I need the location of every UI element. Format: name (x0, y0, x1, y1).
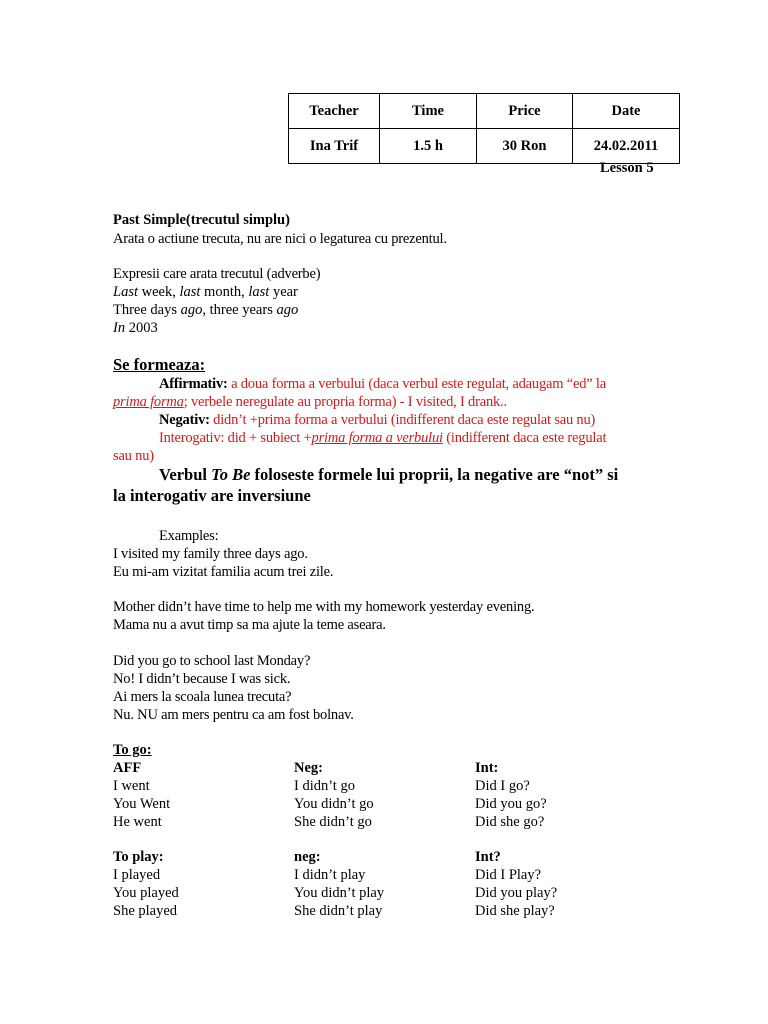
table-cell: You Went (113, 796, 171, 812)
value-price: 30 Ron (477, 129, 573, 164)
table-cell: Did I Play? (475, 867, 542, 883)
interrogative-label: Interogativ: (159, 430, 225, 446)
affirmative-label: Affirmativ: (159, 376, 228, 392)
interrogative-line (159, 429, 606, 447)
table-cell: Did I go? (475, 778, 530, 794)
to-be-prefix: Verbul (159, 465, 212, 484)
to-go-header-int: Int: (475, 760, 499, 776)
table-cell: You didn’t go (294, 796, 374, 812)
definition-text: Arata o actiune trecuta, nu are nici o legaturea cu prezentul. (113, 231, 447, 247)
to-be-rest: foloseste formele lui proprii, la negative are “not” si (250, 465, 619, 484)
table-cell: I went (113, 778, 150, 794)
table-cell: You played (113, 885, 179, 901)
table-cell: She played (113, 903, 178, 919)
adverb-word: last (248, 284, 270, 300)
example-line: I visited my family three days ago. (113, 546, 308, 562)
table-cell: He went (113, 814, 162, 830)
to-play-header-neg: neg: (294, 849, 321, 865)
example-line: No! I didn’t because I was sick. (113, 671, 291, 687)
adverb-word: Last (113, 284, 138, 300)
adverb-word: last (179, 284, 201, 300)
to-be-verb: To Be (211, 465, 251, 484)
interrogative-text-2: (indifferent daca este regulat (442, 430, 607, 446)
interrogative-line-2: sau nu) (113, 448, 154, 464)
example-line: Mother didn’t have time to help me with my homework yesterday evening. (113, 599, 535, 615)
negative-text: didn’t +prima forma a verbului (indifferent daca este regulat sau nu) (209, 412, 596, 428)
prima-forma-link: prima forma (113, 394, 184, 410)
negative-line (159, 411, 595, 429)
to-go-header-aff: AFF (113, 760, 142, 776)
value-time: 1.5 h (380, 129, 477, 164)
table-cell: Did she play? (475, 903, 555, 919)
table-cell: She didn’t play (294, 903, 383, 919)
table-cell: I didn’t go (294, 778, 355, 794)
to-be-line-2: la interogativ are inversiune (113, 486, 311, 505)
value-teacher: Ina Trif (289, 129, 380, 164)
table-cell: Did she go? (475, 814, 545, 830)
prima-forma-verb-link: prima forma a verbului (311, 430, 443, 446)
interrogative-text: did + subiect + (224, 430, 312, 446)
expressions-line-3 (113, 319, 158, 337)
affirmative-line-2 (113, 393, 507, 411)
lesson-info-table (288, 93, 680, 164)
expressions-intro: Expresii care arata trecutul (adverbe) (113, 266, 321, 282)
adverb-word: ago (180, 302, 203, 318)
header-time: Time (380, 94, 477, 129)
text-fragment: , three years (202, 302, 277, 318)
adverb-word: In (113, 320, 126, 336)
expressions-line-2 (113, 301, 298, 319)
header-date: Date (573, 94, 680, 129)
to-play-header-aff: To play: (113, 849, 164, 865)
text-fragment: 2003 (125, 320, 158, 336)
adverb-word: ago (276, 302, 299, 318)
expressions-line-1 (113, 283, 298, 301)
formation-heading: Se formeaza: (113, 355, 206, 374)
example-line: Did you go to school last Monday? (113, 653, 311, 669)
example-line: Mama nu a avut timp sa ma ajute la teme aseara. (113, 617, 386, 633)
affirmative-text-2: ; verbele neregulate au propria forma) - I visited, I drank.. (183, 394, 507, 410)
text-fragment: Three days (113, 302, 181, 318)
to-play-header-int: Int? (475, 849, 501, 865)
lesson-number: Lesson 5 (600, 160, 654, 176)
example-line: Ai mers la scoala lunea trecuta? (113, 689, 292, 705)
example-line: Eu mi-am vizitat familia acum trei zile. (113, 564, 334, 580)
table-cell: I didn’t play (294, 867, 366, 883)
affirmative-text: a doua forma a verbului (daca verbul este regulat, adaugam “ed” la (227, 376, 606, 392)
table-cell: You didn’t play (294, 885, 385, 901)
section-title: Past Simple(trecutul simplu) (113, 212, 290, 228)
value-date: 24.02.2011 (573, 129, 680, 164)
to-go-header-neg: Neg: (294, 760, 323, 776)
to-go-title: To go: (113, 742, 152, 758)
table-cell: Did you go? (475, 796, 547, 812)
text-fragment: month, (200, 284, 249, 300)
examples-label: Examples: (159, 528, 219, 544)
table-cell: She didn’t go (294, 814, 372, 830)
text-fragment: year (269, 284, 298, 300)
header-teacher: Teacher (289, 94, 380, 129)
text-fragment: week, (138, 284, 180, 300)
table-header-row (289, 94, 680, 129)
to-be-line (159, 466, 618, 484)
table-cell: I played (113, 867, 161, 883)
header-price: Price (477, 94, 573, 129)
example-line: Nu. NU am mers pentru ca am fost bolnav. (113, 707, 354, 723)
negative-label: Negativ: (159, 412, 210, 428)
table-cell: Did you play? (475, 885, 558, 901)
affirmative-line (159, 375, 606, 393)
